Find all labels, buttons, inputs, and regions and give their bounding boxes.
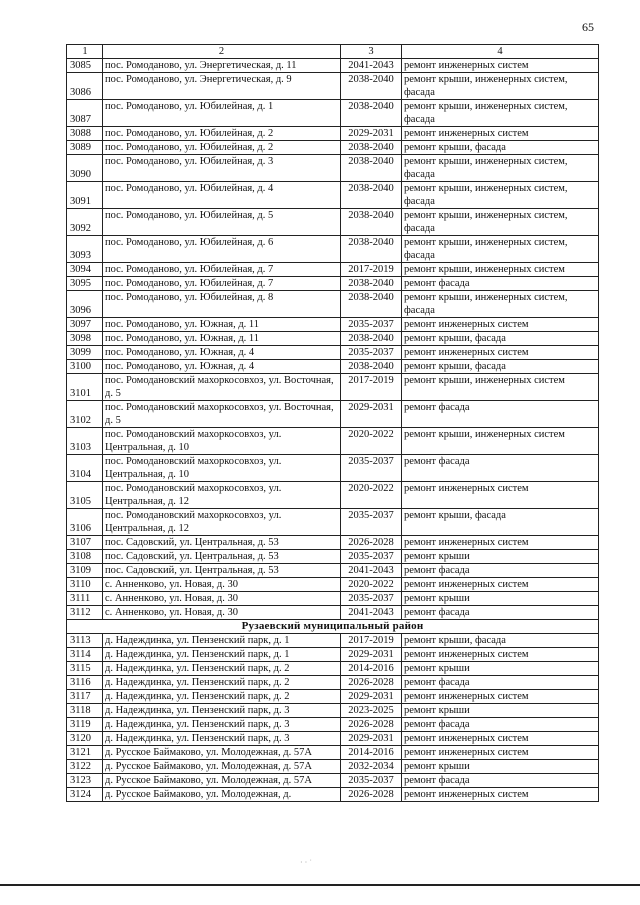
table-row [67,746,599,760]
address-cell: пос. Ромоданово, ул. Юбилейная, д. 2 [103,127,341,141]
work-cell: ремонт крыши, фасада [402,509,599,536]
table-row [67,578,599,592]
work-cell: ремонт крыши, инженерных систем [402,428,599,455]
address-cell: пос. Ромоданово, ул. Южная, д. 4 [103,360,341,374]
period-cell: 2029-2031 [341,401,402,428]
work-cell: ремонт инженерных систем [402,690,599,704]
row-number: 3099 [67,346,103,360]
address-cell: пос. Ромодановский махоркосовхоз, ул. Восточная, д. 5 [103,401,341,428]
row-number: 3108 [67,550,103,564]
period-cell: 2020-2022 [341,428,402,455]
address-cell: д. Русское Баймаково, ул. Молодежная, д. 57А [103,746,341,760]
work-cell: ремонт инженерных систем [402,788,599,802]
address-cell: пос. Ромодановский махоркосовхоз, ул. Центральная, д. 12 [103,509,341,536]
row-number: 3109 [67,564,103,578]
header-col-1: 1 [67,45,103,59]
address-cell: пос. Ромоданово, ул. Юбилейная, д. 3 [103,155,341,182]
row-number: 3112 [67,606,103,620]
row-number: 3101 [67,374,103,401]
period-cell: 2026-2028 [341,676,402,690]
row-number: 3102 [67,401,103,428]
address-cell: пос. Ромоданово, ул. Южная, д. 11 [103,318,341,332]
address-cell: д. Надеждинка, ул. Пензенский парк, д. 2 [103,662,341,676]
header-col-2: 2 [103,45,341,59]
table-row [67,592,599,606]
row-number: 3090 [67,155,103,182]
period-cell: 2038-2040 [341,360,402,374]
table-row [67,277,599,291]
table-row [67,127,599,141]
work-cell: ремонт инженерных систем [402,127,599,141]
work-cell: ремонт фасада [402,401,599,428]
table-row [67,662,599,676]
work-cell: ремонт инженерных систем [402,482,599,509]
period-cell: 2038-2040 [341,236,402,263]
address-cell: д. Русское Баймаково, ул. Молодежная, д. 57А [103,760,341,774]
row-number: 3104 [67,455,103,482]
table-row [67,141,599,155]
table-row [67,509,599,536]
address-cell: пос. Ромоданово, ул. Юбилейная, д. 2 [103,141,341,155]
row-number: 3115 [67,662,103,676]
address-cell: пос. Ромоданово, ул. Юбилейная, д. 7 [103,263,341,277]
row-number: 3111 [67,592,103,606]
work-cell: ремонт крыши [402,662,599,676]
row-number: 3114 [67,648,103,662]
table-row [67,236,599,263]
period-cell: 2017-2019 [341,374,402,401]
work-cell: ремонт крыши, инженерных систем, фасада [402,100,599,127]
work-cell: ремонт инженерных систем [402,746,599,760]
table-row [67,332,599,346]
table-row [67,774,599,788]
table-row [67,209,599,236]
table-row [67,291,599,318]
address-cell: пос. Ромоданово, ул. Юбилейная, д. 7 [103,277,341,291]
address-cell: пос. Ромодановский махоркосовхоз, ул. Центральная, д. 12 [103,482,341,509]
work-cell: ремонт крыши, фасада [402,141,599,155]
table-row [67,182,599,209]
work-cell: ремонт крыши, инженерных систем, фасада [402,236,599,263]
period-cell: 2029-2031 [341,127,402,141]
row-number: 3100 [67,360,103,374]
period-cell: 2017-2019 [341,634,402,648]
period-cell: 2026-2028 [341,788,402,802]
address-cell: д. Надеждинка, ул. Пензенский парк, д. 2 [103,690,341,704]
period-cell: 2041-2043 [341,606,402,620]
table-row [67,318,599,332]
period-cell: 2038-2040 [341,332,402,346]
row-number: 3085 [67,59,103,73]
row-number: 3092 [67,209,103,236]
row-number: 3087 [67,100,103,127]
table-row [67,346,599,360]
table-row [67,73,599,100]
period-cell: 2035-2037 [341,318,402,332]
period-cell: 2038-2040 [341,277,402,291]
address-cell: пос. Ромодановский махоркосовхоз, ул. Восточная, д. 5 [103,374,341,401]
address-cell: пос. Ромоданово, ул. Юбилейная, д. 4 [103,182,341,209]
period-cell: 2029-2031 [341,648,402,662]
work-cell: ремонт крыши, инженерных систем, фасада [402,155,599,182]
row-number: 3120 [67,732,103,746]
work-cell: ремонт инженерных систем [402,318,599,332]
address-cell: д. Надеждинка, ул. Пензенский парк, д. 1 [103,648,341,662]
period-cell: 2041-2043 [341,564,402,578]
bottom-rule [0,884,640,886]
work-cell: ремонт крыши, инженерных систем [402,374,599,401]
period-cell: 2023-2025 [341,704,402,718]
row-number: 3106 [67,509,103,536]
repair-schedule-table [66,44,599,802]
scan-specks: · · ˙ [300,858,312,867]
table-row [67,606,599,620]
work-cell: ремонт инженерных систем [402,346,599,360]
work-cell: ремонт крыши [402,550,599,564]
work-cell: ремонт крыши, инженерных систем, фасада [402,182,599,209]
address-cell: д. Надеждинка, ул. Пензенский парк, д. 3 [103,732,341,746]
table-row [67,718,599,732]
table-row [67,360,599,374]
row-number: 3095 [67,277,103,291]
period-cell: 2038-2040 [341,209,402,236]
row-number: 3118 [67,704,103,718]
row-number: 3098 [67,332,103,346]
period-cell: 2038-2040 [341,291,402,318]
work-cell: ремонт крыши [402,592,599,606]
row-number: 3121 [67,746,103,760]
period-cell: 2035-2037 [341,592,402,606]
row-number: 3093 [67,236,103,263]
period-cell: 2020-2022 [341,482,402,509]
address-cell: пос. Ромоданово, ул. Энергетическая, д. 9 [103,73,341,100]
work-cell: ремонт крыши, фасада [402,332,599,346]
row-number: 3122 [67,760,103,774]
row-number: 3110 [67,578,103,592]
row-number: 3094 [67,263,103,277]
period-cell: 2038-2040 [341,73,402,100]
period-cell: 2035-2037 [341,455,402,482]
period-cell: 2032-2034 [341,760,402,774]
header-row [67,45,599,59]
address-cell: пос. Ромоданово, ул. Юбилейная, д. 1 [103,100,341,127]
work-cell: ремонт инженерных систем [402,648,599,662]
address-cell: д. Надеждинка, ул. Пензенский парк, д. 3 [103,718,341,732]
table-row [67,401,599,428]
period-cell: 2029-2031 [341,732,402,746]
table-body [67,45,599,802]
address-cell: д. Надеждинка, ул. Пензенский парк, д. 1 [103,634,341,648]
row-number: 3089 [67,141,103,155]
row-number: 3119 [67,718,103,732]
address-cell: д. Русское Баймаково, ул. Молодежная, д. 57А [103,774,341,788]
period-cell: 2014-2016 [341,746,402,760]
period-cell: 2017-2019 [341,263,402,277]
address-cell: пос. Ромоданово, ул. Южная, д. 4 [103,346,341,360]
row-number: 3116 [67,676,103,690]
work-cell: ремонт крыши [402,704,599,718]
page-number: 65 [582,20,594,34]
period-cell: 2038-2040 [341,182,402,209]
period-cell: 2020-2022 [341,578,402,592]
work-cell: ремонт инженерных систем [402,578,599,592]
table-row [67,648,599,662]
table-row [67,676,599,690]
table-row [67,634,599,648]
period-cell: 2029-2031 [341,690,402,704]
period-cell: 2041-2043 [341,59,402,73]
address-cell: пос. Ромоданово, ул. Юбилейная, д. 5 [103,209,341,236]
row-number: 3113 [67,634,103,648]
period-cell: 2035-2037 [341,346,402,360]
address-cell: пос. Садовский, ул. Центральная, д. 53 [103,536,341,550]
row-number: 3105 [67,482,103,509]
work-cell: ремонт фасада [402,774,599,788]
header-col-3: 3 [341,45,402,59]
work-cell: ремонт крыши, инженерных систем [402,263,599,277]
table-row [67,59,599,73]
address-cell: пос. Садовский, ул. Центральная, д. 53 [103,550,341,564]
work-cell: ремонт крыши, инженерных систем, фасада [402,209,599,236]
table-row [67,690,599,704]
address-cell: д. Русское Баймаково, ул. Молодежная, д. [103,788,341,802]
table-row [67,155,599,182]
period-cell: 2014-2016 [341,662,402,676]
address-cell: д. Надеждинка, ул. Пензенский парк, д. 2 [103,676,341,690]
row-number: 3096 [67,291,103,318]
table-row [67,428,599,455]
period-cell: 2038-2040 [341,141,402,155]
work-cell: ремонт инженерных систем [402,59,599,73]
section-row [67,620,599,634]
row-number: 3107 [67,536,103,550]
table-row [67,536,599,550]
section-title: Рузаевский муниципальный район [67,620,599,634]
address-cell: пос. Ромодановский махоркосовхоз, ул. Центральная, д. 10 [103,455,341,482]
address-cell: пос. Ромоданово, ул. Южная, д. 11 [103,332,341,346]
row-number: 3103 [67,428,103,455]
address-cell: с. Анненково, ул. Новая, д. 30 [103,592,341,606]
work-cell: ремонт фасада [402,606,599,620]
row-number: 3123 [67,774,103,788]
period-cell: 2035-2037 [341,550,402,564]
table-row [67,550,599,564]
address-cell: с. Анненково, ул. Новая, д. 30 [103,606,341,620]
work-cell: ремонт фасада [402,676,599,690]
address-cell: пос. Ромоданово, ул. Юбилейная, д. 8 [103,291,341,318]
table-row [67,732,599,746]
row-number: 3117 [67,690,103,704]
period-cell: 2035-2037 [341,509,402,536]
row-number: 3124 [67,788,103,802]
row-number: 3086 [67,73,103,100]
row-number: 3091 [67,182,103,209]
work-cell: ремонт фасада [402,564,599,578]
table-row [67,100,599,127]
period-cell: 2026-2028 [341,718,402,732]
work-cell: ремонт фасада [402,718,599,732]
address-cell: с. Анненково, ул. Новая, д. 30 [103,578,341,592]
period-cell: 2026-2028 [341,536,402,550]
work-cell: ремонт крыши, инженерных систем, фасада [402,73,599,100]
header-col-4: 4 [402,45,599,59]
address-cell: пос. Садовский, ул. Центральная, д. 53 [103,564,341,578]
address-cell: пос. Ромоданово, ул. Юбилейная, д. 6 [103,236,341,263]
table-row [67,704,599,718]
address-cell: д. Надеждинка, ул. Пензенский парк, д. 3 [103,704,341,718]
period-cell: 2038-2040 [341,155,402,182]
work-cell: ремонт крыши, фасада [402,634,599,648]
address-cell: пос. Ромоданово, ул. Энергетическая, д. 11 [103,59,341,73]
work-cell: ремонт инженерных систем [402,536,599,550]
work-cell: ремонт крыши, инженерных систем, фасада [402,291,599,318]
work-cell: ремонт инженерных систем [402,732,599,746]
period-cell: 2038-2040 [341,100,402,127]
work-cell: ремонт фасада [402,277,599,291]
table-row [67,564,599,578]
work-cell: ремонт фасада [402,455,599,482]
address-cell: пос. Ромодановский махоркосовхоз, ул. Центральная, д. 10 [103,428,341,455]
row-number: 3097 [67,318,103,332]
table-row [67,263,599,277]
period-cell: 2035-2037 [341,774,402,788]
work-cell: ремонт крыши, фасада [402,360,599,374]
table-row [67,374,599,401]
table-row [67,760,599,774]
table-row [67,788,599,802]
table-row [67,482,599,509]
table-row [67,455,599,482]
row-number: 3088 [67,127,103,141]
work-cell: ремонт крыши [402,760,599,774]
